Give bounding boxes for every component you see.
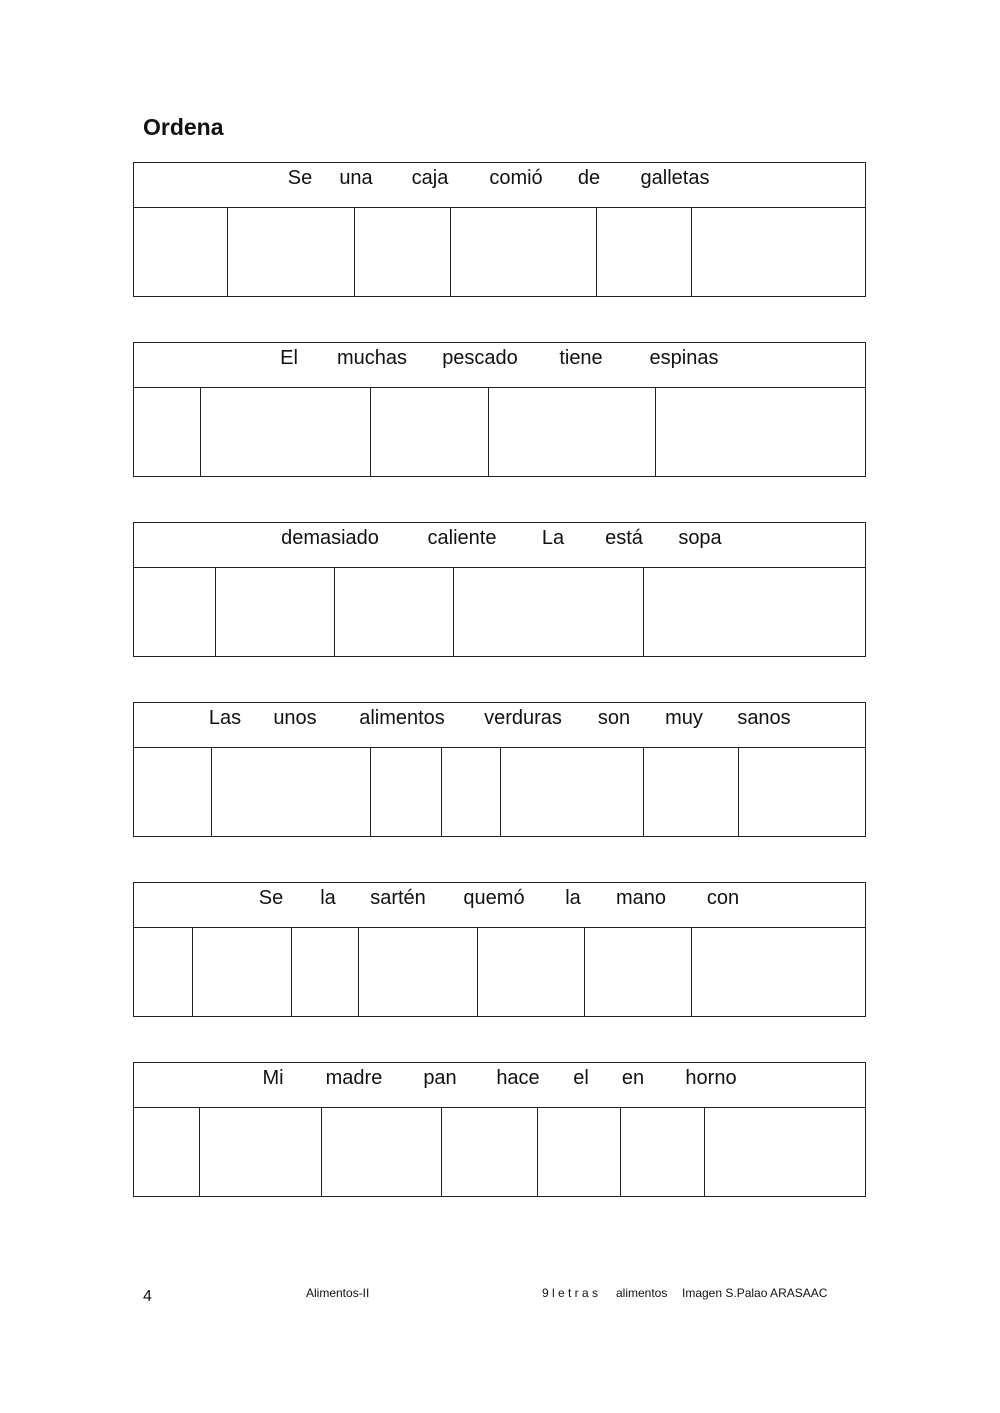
word: hace <box>496 1067 540 1089</box>
answer-box[interactable] <box>477 927 584 1016</box>
word: verduras <box>484 707 562 729</box>
answer-box[interactable] <box>192 927 291 1016</box>
answer-box[interactable] <box>358 927 477 1016</box>
answer-box[interactable] <box>441 1107 537 1196</box>
answer-box[interactable] <box>354 207 450 296</box>
answer-box[interactable] <box>134 207 227 296</box>
answer-box[interactable] <box>321 1107 441 1196</box>
word: caja <box>411 167 449 189</box>
word: Las <box>208 707 242 729</box>
answer-box[interactable] <box>584 927 691 1016</box>
answer-box[interactable] <box>134 747 211 836</box>
answer-box[interactable] <box>704 1107 865 1196</box>
answer-box[interactable] <box>500 747 643 836</box>
footer-source: 9 l e t r a s <box>542 1286 599 1300</box>
answer-boxes-row <box>133 1107 866 1197</box>
word: Mi <box>262 1067 284 1089</box>
word: pescado <box>442 347 518 369</box>
word: comió <box>489 167 543 189</box>
answer-box[interactable] <box>134 567 215 656</box>
word: sanos <box>737 707 791 729</box>
answer-box[interactable] <box>215 567 334 656</box>
word: La <box>541 527 565 549</box>
word: alimentos <box>359 707 445 729</box>
answer-box[interactable] <box>370 747 441 836</box>
scrambled-words-row <box>133 162 866 208</box>
footer-category: alimentos <box>616 1286 668 1300</box>
answer-box[interactable] <box>453 567 643 656</box>
answer-box[interactable] <box>655 387 865 476</box>
word: espinas <box>649 347 719 369</box>
word: la <box>565 887 581 909</box>
word: sartén <box>370 887 426 909</box>
footer-doc-name: Alimentos-II <box>306 1286 370 1300</box>
answer-boxes-row <box>133 567 866 657</box>
word: la <box>320 887 336 909</box>
word: galletas <box>640 167 710 189</box>
word: está <box>605 527 643 549</box>
answer-box[interactable] <box>643 567 865 656</box>
answer-box[interactable] <box>134 1107 199 1196</box>
answer-boxes-row <box>133 387 866 477</box>
answer-box[interactable] <box>200 387 370 476</box>
answer-box[interactable] <box>738 747 865 836</box>
answer-box[interactable] <box>370 387 488 476</box>
word: pan <box>423 1067 457 1089</box>
word: Se <box>258 887 284 909</box>
word: son <box>597 707 631 729</box>
word: una <box>339 167 373 189</box>
answer-box[interactable] <box>291 927 358 1016</box>
answer-boxes-row <box>133 747 866 837</box>
scrambled-words-row <box>133 522 866 568</box>
scrambled-words-row <box>133 1062 866 1108</box>
word: de <box>577 167 601 189</box>
answer-box[interactable] <box>134 927 192 1016</box>
answer-box[interactable] <box>691 927 865 1016</box>
word: mano <box>615 887 667 909</box>
answer-box[interactable] <box>441 747 500 836</box>
answer-box[interactable] <box>488 387 655 476</box>
answer-boxes-row <box>133 207 866 297</box>
answer-box[interactable] <box>691 207 865 296</box>
word: horno <box>685 1067 737 1089</box>
word: tiene <box>559 347 603 369</box>
word: el <box>573 1067 589 1089</box>
footer-credit: Imagen S.Palao ARASAAC <box>682 1286 828 1300</box>
scrambled-words-row <box>133 342 866 388</box>
word: Se <box>287 167 313 189</box>
word: sopa <box>678 527 722 549</box>
answer-box[interactable] <box>211 747 370 836</box>
page-title: Ordena <box>143 114 224 140</box>
word: muy <box>665 707 703 729</box>
answer-box[interactable] <box>596 207 691 296</box>
answer-box[interactable] <box>227 207 354 296</box>
answer-box[interactable] <box>334 567 453 656</box>
scrambled-words-row <box>133 882 866 928</box>
word: El <box>280 347 298 369</box>
scrambled-words-row <box>133 702 866 748</box>
page-number: 4 <box>143 1288 152 1305</box>
word: en <box>621 1067 645 1089</box>
answer-box[interactable] <box>643 747 738 836</box>
answer-box[interactable] <box>537 1107 620 1196</box>
answer-box[interactable] <box>620 1107 704 1196</box>
word: caliente <box>427 527 497 549</box>
answer-box[interactable] <box>450 207 596 296</box>
answer-box[interactable] <box>134 387 200 476</box>
word: demasiado <box>281 527 379 549</box>
word: unos <box>273 707 317 729</box>
word: muchas <box>336 347 408 369</box>
answer-boxes-row <box>133 927 866 1017</box>
word: con <box>706 887 740 909</box>
word: madre <box>325 1067 383 1089</box>
word: quemó <box>463 887 525 909</box>
answer-box[interactable] <box>199 1107 321 1196</box>
